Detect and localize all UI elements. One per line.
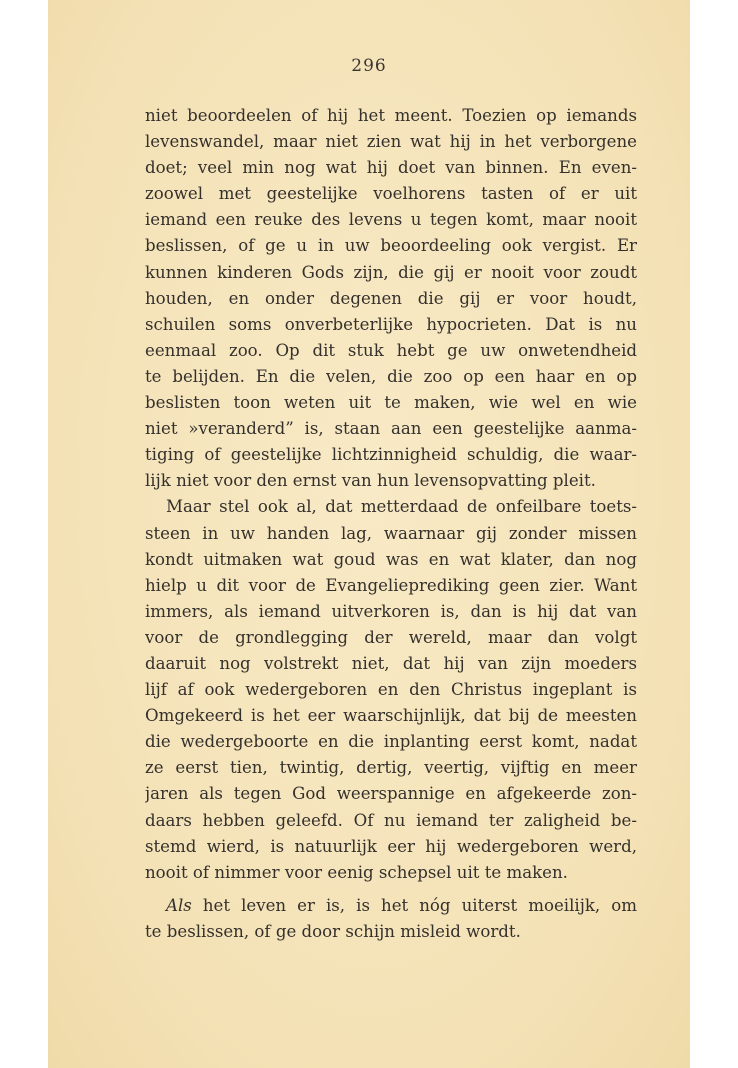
text-line: schuilen soms onverbeterlijke hypocrieten. Dat is nu: [145, 314, 637, 334]
text-line: levenswandel, maar niet zien wat hij in het verborgene: [145, 132, 637, 152]
text-line: die wedergeboorte en die inplanting eerst komt, nadat: [145, 732, 637, 752]
paragraph-spacer: [145, 886, 637, 893]
text-line: kondt uitmaken wat goud was en wat klater, dan nog: [145, 549, 637, 569]
text-line: jaren als tegen God weerspannige en afgekeerde zon-: [145, 784, 637, 804]
paragraph-1: [145, 103, 637, 494]
text-line: voor de grondlegging der wereld, maar dan volgt: [145, 627, 637, 647]
paragraph-3: [145, 893, 637, 945]
text-line: hielp u dit voor de Evangelieprediking geen zier. Want: [145, 575, 637, 595]
text-line: te beslissen, of ge door schijn misleid wordt.: [145, 921, 521, 941]
text-line: tiging of geestelijke lichtzinnigheid schuldig, die waar-: [145, 445, 637, 465]
text-line: beslissen, of ge u in uw beoordeeling ook vergist. Er: [145, 236, 637, 256]
text-line: niet »veranderd” is, staan aan een geestelijke aanma-: [145, 419, 637, 439]
body-text: [145, 103, 637, 945]
text-line: daars hebben geleefd. Of nu iemand ter zaligheid be-: [145, 810, 637, 830]
text-line: doet; veel min nog wat hij doet van binnen. En even-: [145, 158, 637, 178]
book-page: [48, 0, 690, 1068]
text-line: houden, en onder degenen die gij er voor houdt,: [145, 288, 637, 308]
text-line: ze eerst tien, twintig, dertig, veertig, vijftig en meer: [145, 758, 637, 778]
text-line: Maar stel ook al, dat metterdaad de onfeilbare toets-: [166, 497, 637, 517]
text-line: nooit of nimmer voor eenig schepsel uit te maken.: [145, 862, 568, 882]
text-line: steen in uw handen lag, waarnaar gij zonder missen: [145, 523, 637, 543]
paragraph-2: [145, 494, 637, 885]
text-line: zoowel met geestelijke voelhorens tasten of er uit: [145, 184, 637, 204]
text-line: immers, als iemand uitverkoren is, dan is hij dat van: [145, 601, 637, 621]
page-number: 296: [351, 56, 387, 76]
text-line: beslisten toon weten uit te maken, wie wel en wie: [145, 393, 637, 413]
text-line: te belijden. En die velen, die zoo op een haar en op: [145, 366, 637, 386]
text-line: eenmaal zoo. Op dit stuk hebt ge uw onwetendheid: [145, 340, 637, 360]
text-line: stemd wierd, is natuurlijk eer hij wedergeboren werd,: [145, 836, 637, 856]
text-line: kunnen kinderen Gods zijn, die gij er nooit voor zoudt: [145, 262, 637, 282]
text-line: lijk niet voor den ernst van hun levensopvatting pleit.: [145, 471, 596, 491]
text-line: iemand een reuke des levens u tegen komt, maar nooit: [145, 210, 637, 230]
text-line: niet beoordeelen of hij het meent. Toezien op iemands: [145, 106, 637, 125]
text-line: lijf af ook wedergeboren en den Christus ingeplant is: [145, 680, 637, 700]
text-line: [145, 893, 637, 919]
italic-lead: Als: [166, 895, 192, 915]
text-line: daaruit nog volstrekt niet, dat hij van zijn moeders: [145, 653, 637, 673]
text-fragment: het leven er is, is het nóg uiterst moeilijk, om: [191, 895, 637, 915]
text-line: Omgekeerd is het eer waarschijnlijk, dat bij de meesten: [145, 706, 637, 726]
